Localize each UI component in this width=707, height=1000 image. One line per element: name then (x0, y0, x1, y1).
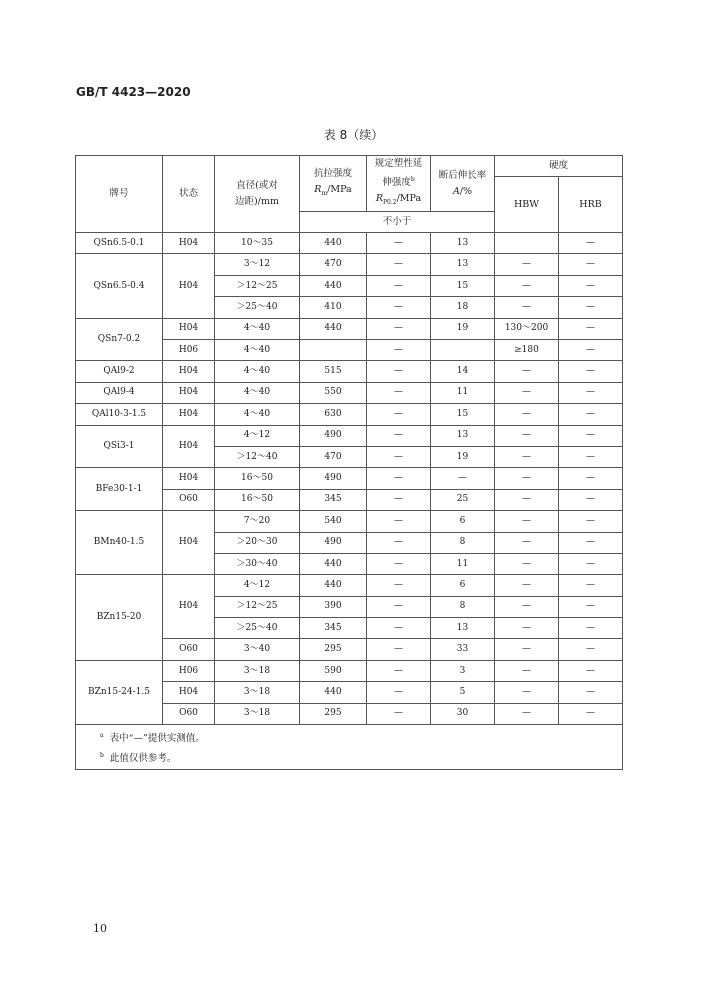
cell-hbw: — (495, 639, 559, 660)
cell-tensile: 540 (300, 511, 367, 532)
cell-hbw: — (495, 682, 559, 703)
cell-hbw: — (495, 489, 559, 510)
cell-tensile: 440 (300, 575, 367, 596)
cell-diameter: ＞25～40 (215, 297, 300, 318)
yield-header-line2: 伸强度 (382, 177, 411, 189)
cell-hrb: — (559, 297, 623, 318)
cell-state: O60 (163, 489, 215, 510)
cell-yield: — (367, 682, 431, 703)
cell-yield: — (367, 532, 431, 553)
cell-elong: 30 (431, 703, 495, 724)
cell-yield: — (367, 425, 431, 446)
col-header-tensile: 抗拉强度 $R_m$/MPa (300, 156, 367, 212)
cell-elong (431, 340, 495, 361)
cell-tensile: 440 (300, 233, 367, 254)
cell-hbw: — (495, 425, 559, 446)
cell-elong: 19 (431, 446, 495, 467)
cell-tensile: 550 (300, 382, 367, 403)
cell-grade: BZn15-20 (76, 575, 163, 661)
table-row (76, 660, 623, 681)
col-header-yield: 规定塑性延 伸强度$^b$ $R_{P0.2}$/MPa (367, 156, 431, 212)
col-header-hardness: 硬度 (495, 156, 623, 177)
page-number: 10 (93, 922, 107, 935)
cell-elong: 14 (431, 361, 495, 382)
cell-diameter: 3～18 (215, 703, 300, 724)
cell-hbw: — (495, 511, 559, 532)
cell-hbw: — (495, 532, 559, 553)
cell-elong: — (431, 468, 495, 489)
cell-hbw: — (495, 297, 559, 318)
elong-header-unit: /% (459, 185, 473, 197)
cell-diameter: 3～12 (215, 254, 300, 275)
cell-elong: 19 (431, 318, 495, 339)
cell-yield: — (367, 618, 431, 639)
cell-yield: — (367, 361, 431, 382)
cell-elong: 3 (431, 660, 495, 681)
cell-hrb: — (559, 425, 623, 446)
cell-grade: QSi3-1 (76, 425, 163, 468)
col-header-elongation: 断后伸长率 A/% (431, 156, 495, 212)
cell-elong: 25 (431, 489, 495, 510)
cell-diameter: ＞30～40 (215, 553, 300, 574)
cell-tensile: 295 (300, 703, 367, 724)
cell-hbw: — (495, 660, 559, 681)
cell-elong: 33 (431, 639, 495, 660)
cell-diameter: 4～40 (215, 404, 300, 425)
cell-diameter: 4～40 (215, 361, 300, 382)
cell-hbw: — (495, 575, 559, 596)
cell-yield: — (367, 318, 431, 339)
table-row (76, 382, 623, 403)
cell-hbw: 130～200 (495, 318, 559, 339)
cell-hrb: — (559, 703, 623, 724)
cell-elong: 18 (431, 297, 495, 318)
tensile-header-unit: /MPa (327, 183, 352, 195)
cell-hrb: — (559, 682, 623, 703)
cell-diameter: ＞12～40 (215, 446, 300, 467)
diameter-header-line1: 直径(或对 (236, 180, 278, 192)
cell-state: H04 (163, 233, 215, 254)
cell-elong: 11 (431, 382, 495, 403)
cell-hbw: — (495, 361, 559, 382)
cell-diameter: 3～40 (215, 639, 300, 660)
cell-yield: — (367, 575, 431, 596)
cell-elong: 15 (431, 404, 495, 425)
cell-hbw: — (495, 596, 559, 617)
cell-state: H04 (163, 361, 215, 382)
cell-elong: 8 (431, 596, 495, 617)
cell-state: H06 (163, 660, 215, 681)
cell-elong: 11 (431, 553, 495, 574)
note-a: 表中“—”提供实测值。 (109, 733, 205, 745)
table-row (76, 425, 623, 446)
cell-state: H04 (163, 382, 215, 403)
cell-hrb: — (559, 532, 623, 553)
cell-diameter: ＞25～40 (215, 618, 300, 639)
cell-elong: 6 (431, 511, 495, 532)
cell-yield: — (367, 639, 431, 660)
cell-elong: 15 (431, 275, 495, 296)
cell-hrb: — (559, 639, 623, 660)
cell-tensile: 630 (300, 404, 367, 425)
yield-header-unit: /MPa (396, 193, 422, 205)
cell-state: O60 (163, 639, 215, 660)
cell-tensile: 440 (300, 318, 367, 339)
cell-hrb: — (559, 553, 623, 574)
table-row (76, 404, 623, 425)
cell-diameter: 4～12 (215, 575, 300, 596)
cell-elong: 8 (431, 532, 495, 553)
table-row (76, 233, 623, 254)
cell-yield: — (367, 233, 431, 254)
cell-grade: BMn40-1.5 (76, 511, 163, 575)
cell-hrb: — (559, 275, 623, 296)
cell-diameter: ＞12～25 (215, 275, 300, 296)
cell-diameter: 3～18 (215, 682, 300, 703)
cell-yield: — (367, 382, 431, 403)
cell-hrb: — (559, 596, 623, 617)
cell-grade: QAl9-4 (76, 382, 163, 403)
cell-hbw: — (495, 553, 559, 574)
cell-hrb: — (559, 489, 623, 510)
table-notes: $^a$ 表中“—”提供实测值。 $^b$ 此值仅供参考。 (76, 725, 623, 770)
cell-yield: — (367, 275, 431, 296)
cell-yield: — (367, 489, 431, 510)
cell-state: H04 (163, 682, 215, 703)
table-row (76, 318, 623, 339)
cell-state: H04 (163, 575, 215, 639)
cell-tensile: 490 (300, 468, 367, 489)
cell-tensile: 470 (300, 446, 367, 467)
cell-yield: — (367, 553, 431, 574)
cell-yield: — (367, 468, 431, 489)
cell-diameter: 10～35 (215, 233, 300, 254)
cell-hbw: ≥180 (495, 340, 559, 361)
cell-tensile: 390 (300, 596, 367, 617)
cell-state: H04 (163, 511, 215, 575)
cell-diameter: 7～20 (215, 511, 300, 532)
cell-hrb: — (559, 446, 623, 467)
table-row (76, 575, 623, 596)
cell-hrb: — (559, 318, 623, 339)
cell-tensile: 440 (300, 275, 367, 296)
cell-diameter: 4～40 (215, 340, 300, 361)
cell-tensile (300, 340, 367, 361)
col-header-diameter (215, 156, 300, 233)
cell-tensile: 295 (300, 639, 367, 660)
table-row (76, 511, 623, 532)
cell-hrb: — (559, 575, 623, 596)
cell-grade: QSn6.5-0.1 (76, 233, 163, 254)
table-title: 表 8（续） (323, 128, 384, 142)
cell-tensile: 470 (300, 254, 367, 275)
cell-hrb: — (559, 340, 623, 361)
cell-hbw: — (495, 618, 559, 639)
cell-hrb: — (559, 660, 623, 681)
cell-elong: 13 (431, 233, 495, 254)
col-header-state: 状态 (163, 156, 215, 233)
tensile-header-line1: 抗拉强度 (313, 167, 352, 179)
properties-table (75, 155, 623, 770)
cell-grade: QSn6.5-0.4 (76, 254, 163, 318)
cell-yield: — (367, 340, 431, 361)
cell-grade: BFe30-1-1 (76, 468, 163, 511)
cell-diameter: ＞12～25 (215, 596, 300, 617)
col-header-hrb: HRB (559, 177, 623, 233)
cell-state: H04 (163, 468, 215, 489)
cell-diameter: 4～12 (215, 425, 300, 446)
cell-state: H04 (163, 254, 215, 318)
cell-hrb: — (559, 361, 623, 382)
col-header-grade: 牌号 (76, 156, 163, 233)
cell-tensile: 490 (300, 532, 367, 553)
cell-elong: 13 (431, 618, 495, 639)
cell-hbw (495, 233, 559, 254)
cell-tensile: 490 (300, 425, 367, 446)
min-value-note: 不小于 (300, 212, 495, 233)
cell-diameter: 4～40 (215, 318, 300, 339)
cell-hbw: — (495, 404, 559, 425)
table-row (76, 361, 623, 382)
cell-hbw: — (495, 275, 559, 296)
cell-hbw: — (495, 468, 559, 489)
cell-hbw: — (495, 382, 559, 403)
cell-state: H04 (163, 318, 215, 339)
cell-tensile: 440 (300, 682, 367, 703)
cell-yield: — (367, 254, 431, 275)
cell-hrb: — (559, 382, 623, 403)
diameter-header-line2: 边距)/mm (235, 196, 279, 208)
table-row (76, 468, 623, 489)
cell-hbw: — (495, 703, 559, 724)
cell-hrb: — (559, 511, 623, 532)
table-row (76, 254, 623, 275)
cell-hbw: — (495, 446, 559, 467)
cell-grade: QAl10-3-1.5 (76, 404, 163, 425)
cell-yield: — (367, 596, 431, 617)
cell-elong: 13 (431, 425, 495, 446)
cell-hbw: — (495, 254, 559, 275)
cell-state: H06 (163, 340, 215, 361)
cell-diameter: 3～18 (215, 660, 300, 681)
standard-code: GB/T 4423—2020 (76, 85, 191, 99)
cell-state: O60 (163, 703, 215, 724)
cell-diameter: ＞20～30 (215, 532, 300, 553)
cell-grade: QSn7-0.2 (76, 318, 163, 361)
cell-tensile: 410 (300, 297, 367, 318)
cell-yield: — (367, 703, 431, 724)
cell-diameter: 16～50 (215, 468, 300, 489)
cell-tensile: 590 (300, 660, 367, 681)
cell-yield: — (367, 297, 431, 318)
cell-tensile: 515 (300, 361, 367, 382)
cell-state: H04 (163, 404, 215, 425)
cell-elong: 6 (431, 575, 495, 596)
cell-hrb: — (559, 468, 623, 489)
cell-elong: 5 (431, 682, 495, 703)
cell-tensile: 345 (300, 618, 367, 639)
col-header-hbw: HBW (495, 177, 559, 233)
cell-grade: QAl9-2 (76, 361, 163, 382)
cell-yield: — (367, 511, 431, 532)
cell-diameter: 4～40 (215, 382, 300, 403)
cell-yield: — (367, 404, 431, 425)
cell-yield: — (367, 446, 431, 467)
cell-hrb: — (559, 404, 623, 425)
cell-tensile: 440 (300, 553, 367, 574)
cell-tensile: 345 (300, 489, 367, 510)
cell-state: H04 (163, 425, 215, 468)
cell-grade: BZn15-24-1.5 (76, 660, 163, 724)
elong-header-line1: 断后伸长率 (438, 169, 487, 181)
cell-diameter: 16～50 (215, 489, 300, 510)
cell-hrb: — (559, 618, 623, 639)
cell-hrb: — (559, 254, 623, 275)
cell-yield: — (367, 660, 431, 681)
cell-hrb: — (559, 233, 623, 254)
note-b: 此值仅供参考。 (109, 753, 177, 765)
cell-elong: 13 (431, 254, 495, 275)
yield-header-line1: 规定塑性延 (374, 158, 423, 169)
